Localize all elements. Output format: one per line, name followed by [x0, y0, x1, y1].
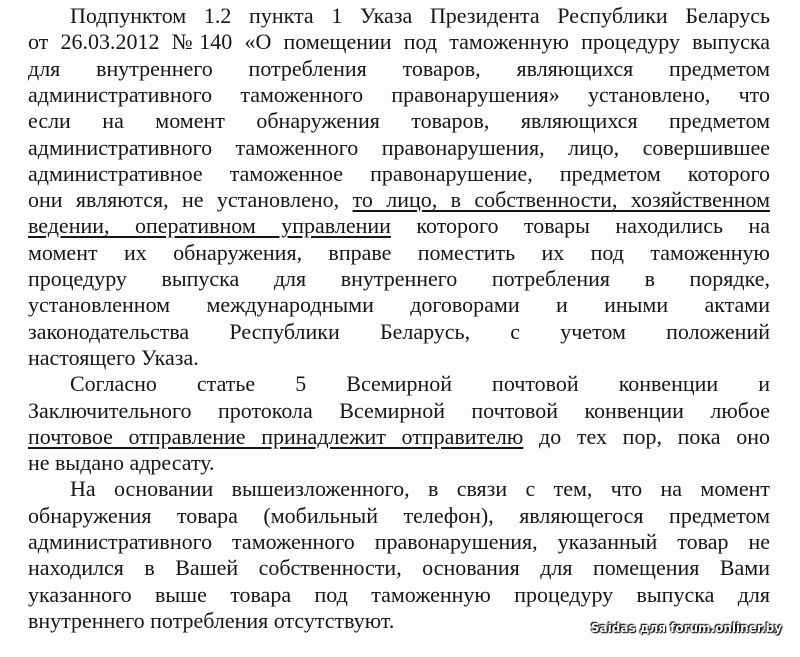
paragraph-2-line-3	[28, 424, 770, 450]
paragraph-1-line-5: если на момент обнаружения товаров, являющихся предметом	[28, 108, 770, 134]
paragraph-3-line-5: указанного выше товара под таможенную процедуру выпуска для	[28, 581, 770, 607]
paragraph-3-line-3: административного таможенного правонарушения, указанный товар не	[28, 529, 770, 554]
paragraph-2-line-4: не выдано адресату.	[28, 450, 215, 476]
paragraph-1-line-7: административное таможенное правонарушение, предметом которого	[28, 160, 770, 186]
underlined-postal-phrase: почтовое отправление принадлежит отправителю	[28, 423, 524, 449]
paragraph-1-line-9-text: которого товары находились на	[390, 213, 770, 239]
paragraph-2-line-2: Заключительного протокола Всемирной почтовой конвенции любое	[28, 397, 770, 423]
paragraph-1-line-6: административного таможенного правонарушения, лицо, совершившее	[28, 134, 770, 160]
underlined-owner-phrase-part-2: ведении, оперативном управлении	[28, 213, 391, 239]
underlined-owner-phrase-part-1: то лицо, в собственности, хозяйственном	[352, 187, 770, 213]
paragraph-3-line-6: внутреннего потребления отсутствуют.	[28, 607, 395, 633]
forum-watermark: Saidas для forum.onliner.by	[590, 621, 782, 635]
paragraph-3-line-1: На основании вышеизложенного, в связи с тем, что на момент	[70, 476, 770, 502]
paragraph-1-line-4: административного таможенного правонарушения» установлено, что	[28, 81, 770, 107]
paragraph-1-line-1: Подпунктом 1.2 пункта 1 Указа Президента Республики Беларусь	[70, 3, 770, 28]
paragraph-1-line-2: от 26.03.2012 №140 «О помещении под таможенную процедуру выпуска	[28, 29, 770, 55]
paragraph-2-line-3-text: до тех пор, пока оно	[523, 423, 770, 449]
paragraph-3-line-4: находился в Вашей собственности, основания для помещения Вами	[28, 555, 770, 581]
paragraph-2-line-1: Согласно статье 5 Всемирной почтовой конвенции и	[70, 371, 770, 397]
paragraph-1-line-13: законодательства Республики Беларусь, с учетом положений	[28, 318, 770, 344]
paragraph-1-line-10: момент их обнаружения, вправе поместить их под таможенную	[28, 239, 770, 265]
paragraph-1-line-9	[28, 213, 770, 239]
paragraph-1-line-11: процедуру выпуска для внутреннего потребления в порядке,	[28, 266, 770, 291]
paragraph-1-line-8-text: они являются, не установлено,	[28, 187, 353, 213]
paragraph-3-line-2: обнаружения товара (мобильный телефон), являющегося предметом	[28, 502, 770, 528]
paragraph-1-line-8	[28, 187, 770, 213]
paragraph-1-line-3: для внутреннего потребления товаров, являющихся предметом	[28, 55, 770, 81]
paragraph-1-line-12: установленном международными договорами и иными актами	[28, 292, 770, 318]
paragraph-1-line-14: настоящего Указа.	[28, 344, 199, 370]
